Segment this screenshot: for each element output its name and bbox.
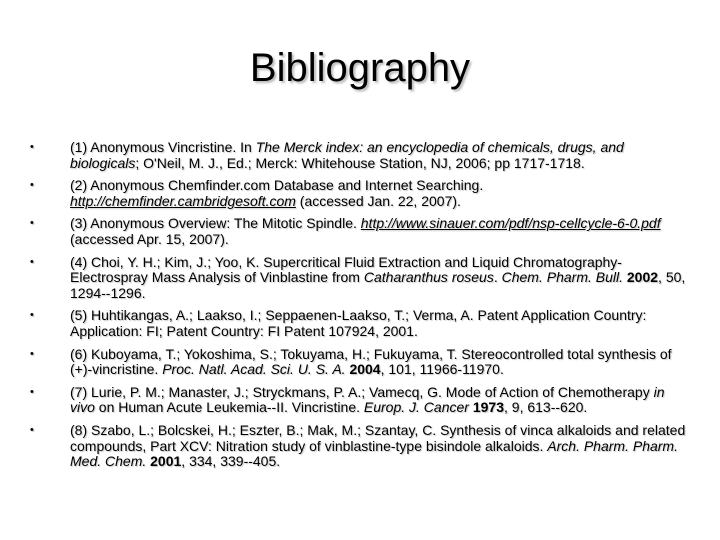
bullet-icon: •	[30, 309, 34, 322]
reference-italic-text: The Merck index: an encyclopedia of chemicals, drugs, and biologicals	[70, 139, 624, 171]
bullet-icon: •	[30, 141, 34, 153]
reference-text: (4) Choi, Y. H.; Kim, J.; Yoo, K. Supercritical Fluid Extraction and Liquid Chromatography-Electrospray Mass Analysis of Vinblastine from	[70, 253, 622, 286]
bullet-icon: •	[30, 423, 34, 436]
reference-text: , 101, 11966-11970.	[380, 361, 504, 378]
reference-item	[30, 178, 690, 209]
reference-text: ; O'Neil, M. J., Ed.; Merck: Whitehouse Station, NJ, 2006; pp 1717-1718.	[135, 154, 585, 171]
reference-year: 2002	[626, 269, 659, 286]
reference-text: (3) Anonymous Overview: The Mitotic Spindle.	[70, 215, 361, 232]
reference-link[interactable]: http://www.sinauer.com/pdf/nsp-cellcycle-6-0.pdf	[360, 215, 661, 232]
reference-italic-text: in vivo	[70, 383, 665, 416]
reference-year: 1973	[472, 399, 504, 416]
reference-text: (5) Huhtikangas, A.; Laakso, I.; Seppaenen-Laakso, T.; Verma, A. Patent Application Country: Application: FI; Patent Country: FI Patent 107924, 2001.	[70, 307, 647, 339]
reference-italic-text: Arch. Pharm. Pharm. Med. Chem.	[70, 437, 678, 470]
reference-text: (accessed Apr. 15, 2007).	[70, 230, 229, 247]
reference-link[interactable]: http://chemfinder.cambridgesoft.com	[70, 192, 296, 209]
reference-text: (2) Anonymous Chemfinder.com Database and Internet Searching.	[70, 177, 484, 194]
reference-text: (1) Anonymous Vincristine. In	[70, 139, 256, 155]
reference-text: (7) Lurie, P. M.; Manaster, J.; Stryckmans, P. A.; Vamecq, G. Mode of Action of Chemotherapy	[70, 383, 654, 400]
reference-italic-text: Chem. Pharm. Bull.	[501, 269, 623, 286]
bullet-icon: •	[30, 217, 34, 230]
reference-italic-text: Catharanthus roseus	[363, 269, 494, 286]
slide-title: Bibliography	[249, 46, 471, 90]
bullet-icon: •	[30, 255, 34, 268]
reference-text: (6) Kuboyama, T.; Yokoshima, S.; Tokuyama, H.; Fukuyama, T. Stereocontrolled total synthesis of (+)-vincristine.	[70, 345, 672, 378]
reference-text: , 50, 1294--1296.	[70, 269, 686, 301]
bullet-icon: •	[30, 179, 34, 192]
reference-year: 2001	[150, 453, 182, 470]
reference-text: , 9, 613--620.	[504, 399, 588, 416]
reference-item	[30, 423, 690, 470]
reference-italic-text: Proc. Natl. Acad. Sci. U. S. A.	[162, 361, 346, 378]
bullet-icon: •	[30, 347, 34, 360]
reference-text: , 334, 339--405.	[181, 453, 281, 470]
reference-item	[30, 308, 690, 339]
reference-item	[30, 216, 690, 247]
reference-year: 2004	[349, 361, 381, 378]
reference-text: (8) Szabo, L.; Bolcskei, H.; Eszter, B.; Mak, M.; Szantay, C. Synthesis of vinca alkaloids and related compounds, Part XCV: Nitration study of vinblastine-type bisindole alkaloids.	[70, 421, 686, 454]
reference-item	[30, 385, 690, 416]
reference-text: (accessed Jan. 22, 2007).	[295, 192, 461, 209]
bullet-icon: •	[30, 385, 34, 398]
reference-item	[30, 255, 690, 302]
bibliography-list	[30, 140, 690, 470]
reference-text: .	[493, 269, 502, 286]
reference-item	[30, 347, 690, 378]
reference-italic-text: Europ. J. Cancer	[363, 399, 469, 416]
reference-text: on Human Acute Leukemia--II. Vincristine.	[94, 399, 364, 416]
reference-item	[30, 140, 690, 171]
